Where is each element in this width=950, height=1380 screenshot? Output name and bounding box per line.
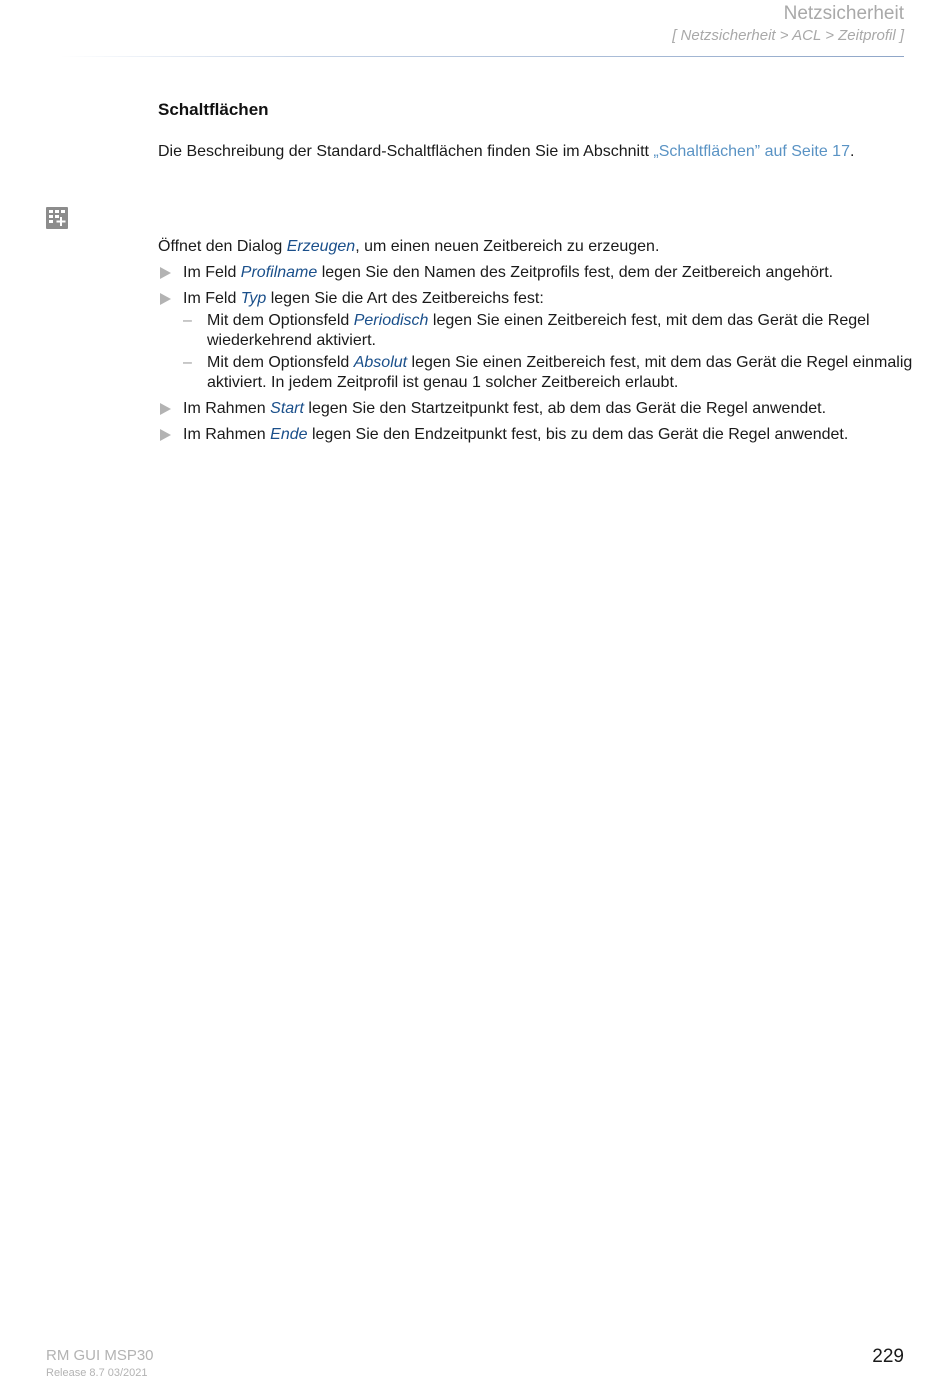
desc-text-end: , um einen neuen Zeitbereich zu erzeugen. (355, 238, 660, 255)
step-text: Im Rahmen (183, 400, 271, 417)
substep-absolut (183, 353, 918, 393)
dash-marker: – (183, 354, 192, 371)
breadcrumb: [ Netzsicherheit > ACL > Zeitprofil ] (672, 27, 904, 44)
desc-text: Öffnet den Dialog (158, 238, 287, 255)
option-name: Absolut (353, 354, 408, 371)
dash-marker: – (183, 312, 192, 329)
header-divider (60, 56, 904, 57)
intro-end: . (849, 143, 855, 160)
step-text-end: legen Sie den Namen des Zeitprofils fest, dem der Zeitbereich angehört. (317, 264, 834, 281)
step-arrow-icon (160, 293, 171, 305)
frame-name: Ende (270, 426, 308, 443)
substep-text: Mit dem Optionsfeld (207, 354, 354, 371)
button-description-block (158, 237, 918, 451)
substep-text: Mit dem Optionsfeld (207, 312, 354, 329)
page-number: 229 (872, 1346, 904, 1367)
section-heading: Schaltflächen (158, 100, 269, 119)
step-profilname (158, 263, 918, 283)
step-arrow-icon (160, 403, 171, 415)
intro-text: Die Beschreibung der Standard-Schaltflächen finden Sie im Abschnitt (158, 143, 654, 160)
frame-name: Start (270, 400, 304, 417)
step-text-end: legen Sie die Art des Zeitbereichs fest: (266, 290, 544, 307)
step-text: Im Feld (183, 290, 241, 307)
add-entry-icon (46, 207, 68, 229)
step-ende (158, 425, 918, 445)
step-typ (158, 289, 918, 393)
step-start (158, 399, 918, 419)
step-arrow-icon (160, 267, 171, 279)
step-arrow-icon (160, 429, 171, 441)
step-text: Im Feld (183, 264, 241, 281)
step-text-end: legen Sie den Endzeitpunkt fest, bis zu dem das Gerät die Regel anwendet. (307, 426, 849, 443)
footer-product: RM GUI MSP30 (46, 1347, 154, 1364)
dialog-name: Erzeugen (286, 238, 356, 255)
substep-text-end: legen Sie einen Zeitbereich fest, mit dem das Gerät die Regel einmalig aktiviert. In jedem Zeitprofil ist genau 1 solcher Zeitbereich erlaubt. (207, 354, 913, 391)
footer-release: Release 8.7 03/2021 (46, 1367, 148, 1379)
intro-paragraph (158, 143, 918, 161)
option-name: Periodisch (353, 312, 429, 329)
buttons-section-link[interactable]: „Schaltflächen” auf Seite 17 (653, 143, 850, 160)
field-name: Profilname (240, 264, 318, 281)
field-name: Typ (240, 290, 267, 307)
header-title: Netzsicherheit (783, 3, 904, 24)
step-text: Im Rahmen (183, 426, 271, 443)
substep-periodisch (183, 311, 918, 351)
substep-text-end: legen Sie einen Zeitbereich fest, mit dem das Gerät die Regel wiederkehrend aktiviert. (207, 312, 870, 349)
step-text-end: legen Sie den Startzeitpunkt fest, ab dem das Gerät die Regel anwendet. (303, 400, 827, 417)
button-description (158, 237, 918, 257)
